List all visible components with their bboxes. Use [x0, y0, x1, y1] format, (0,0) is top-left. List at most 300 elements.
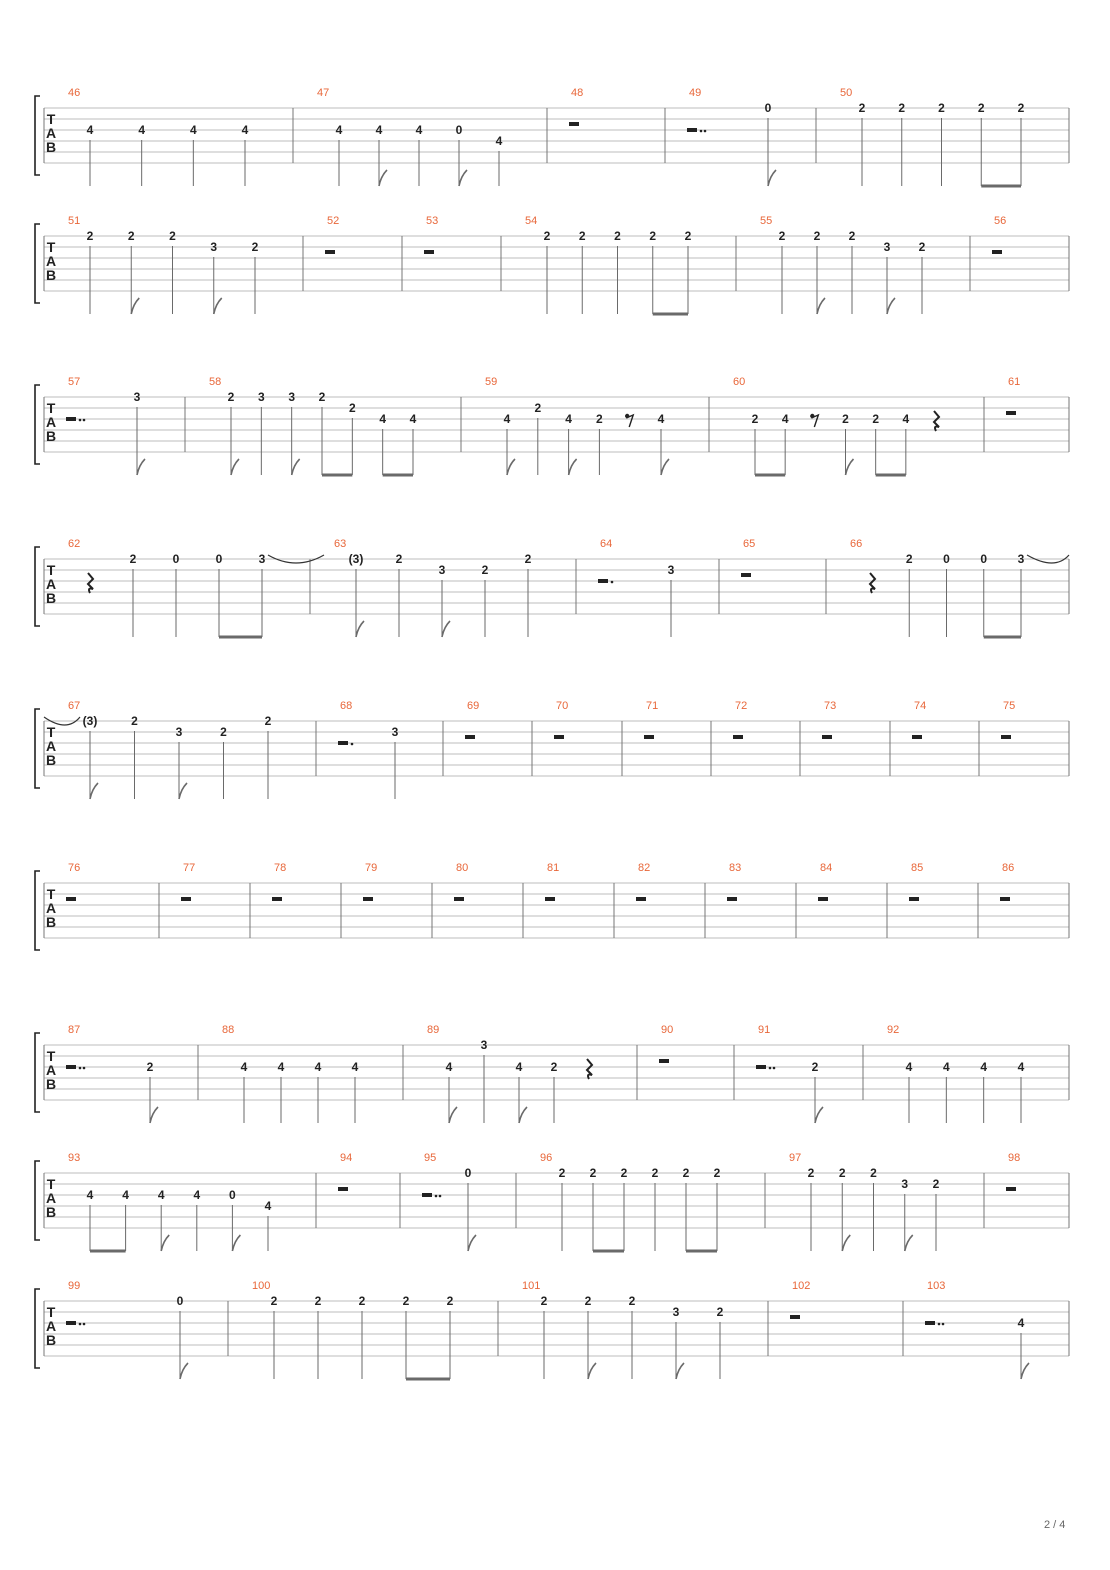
measure-number: 73 [824, 700, 837, 712]
fret-number: 2 [684, 229, 692, 243]
fret-number: 2 [918, 240, 926, 254]
eighth-flag [661, 459, 669, 475]
measure [66, 376, 145, 475]
fret-number: 2 [682, 1166, 690, 1180]
measure [756, 1024, 823, 1123]
fret-number: 2 [813, 229, 821, 243]
half-rest-icon [338, 1187, 348, 1191]
measure [424, 215, 438, 254]
rest-dot [79, 1067, 82, 1070]
measure [325, 215, 339, 254]
half-rest-icon [465, 735, 475, 739]
fret-number: 4 [980, 1060, 988, 1074]
measure-number: 67 [68, 700, 81, 712]
half-rest-icon [554, 735, 564, 739]
fret-number: 0 [980, 552, 988, 566]
half-rest-icon [790, 1315, 800, 1319]
fret-number: 2 [1017, 101, 1025, 115]
measure-number: 80 [456, 862, 469, 874]
measure [733, 376, 939, 475]
eighth-flag [507, 459, 515, 475]
measure-number: 88 [222, 1024, 235, 1036]
measure-number: 85 [911, 862, 924, 874]
measure-number: 75 [1003, 700, 1016, 712]
rest-dot [435, 1195, 438, 1198]
measure [909, 862, 923, 901]
fret-number: 2 [481, 563, 489, 577]
fret-number: 4 [86, 123, 94, 137]
measure [252, 1280, 454, 1379]
measure-number: 76 [68, 862, 81, 874]
measure-number: 68 [340, 700, 353, 712]
measure-number: 99 [68, 1280, 81, 1292]
eighth-flag [676, 1363, 684, 1379]
fret-number: 2 [129, 552, 137, 566]
tab-clef-letter: A [45, 253, 57, 269]
fret-number: 2 [807, 1166, 815, 1180]
tab-clef-letter: B [45, 1332, 57, 1348]
tab-system [35, 1024, 1069, 1123]
fret-number: 4 [565, 412, 572, 426]
measure [992, 215, 1006, 254]
rest-dot [83, 1323, 86, 1326]
measure-number: 102 [792, 1280, 811, 1292]
system-bracket [35, 1289, 40, 1368]
measure-number: 82 [638, 862, 651, 874]
eighth-flag [150, 1107, 158, 1123]
measure-number: 46 [68, 87, 81, 99]
measure-number: 47 [317, 87, 330, 99]
measure [636, 862, 650, 901]
measure-number: 50 [840, 87, 853, 99]
tab-system [35, 1152, 1069, 1251]
fret-number: 2 [146, 1060, 154, 1074]
measure-number: 94 [340, 1152, 353, 1164]
fret-number: 2 [870, 1166, 877, 1180]
system-bracket [35, 871, 40, 950]
fret-number: 4 [241, 123, 249, 137]
half-rest-icon [424, 250, 434, 254]
fret-number: 0 [172, 552, 180, 566]
measure-number: 89 [427, 1024, 440, 1036]
measure-number: 71 [646, 700, 659, 712]
rest-dot [351, 743, 354, 746]
tab-clef-letter: B [45, 428, 57, 444]
fret-number: 2 [358, 1294, 366, 1308]
tab-clef-letter: T [46, 1176, 56, 1192]
measure-number: 70 [556, 700, 569, 712]
measure [68, 215, 259, 314]
fret-number: 2 [550, 1060, 558, 1074]
system-bracket [35, 385, 40, 464]
system-bracket [35, 224, 40, 303]
rest-dot [439, 1195, 442, 1198]
eighth-flag [519, 1107, 527, 1123]
tab-system [35, 538, 1069, 637]
half-rest-icon [545, 897, 555, 901]
half-rest-icon [338, 741, 348, 745]
measure [334, 538, 532, 637]
fret-number: 2 [543, 229, 551, 243]
eighth-flag [588, 1363, 596, 1379]
fret-number: 4 [445, 1060, 453, 1074]
fret-number: 4 [86, 1188, 94, 1202]
fret-number: 4 [1017, 1060, 1025, 1074]
rest-dot [83, 1067, 86, 1070]
measure-number: 100 [252, 1280, 271, 1292]
half-rest-icon [756, 1065, 766, 1069]
measure-number: 97 [789, 1152, 802, 1164]
system-bracket [35, 1161, 40, 1240]
tab-system [35, 87, 1069, 186]
fret-number: 2 [314, 1294, 322, 1308]
half-rest-icon [363, 897, 373, 901]
measure-number: 56 [994, 215, 1007, 227]
fret-number: 3 [901, 1177, 909, 1191]
half-rest-icon [659, 1059, 669, 1063]
eighth-flag [231, 459, 239, 475]
measure [727, 862, 741, 901]
fret-number: 0 [229, 1188, 236, 1202]
quarter-rest-icon [934, 411, 939, 431]
fret-number: 4 [240, 1060, 248, 1074]
eighth-flag [179, 783, 187, 799]
half-rest-icon [636, 897, 646, 901]
half-rest-icon [181, 897, 191, 901]
tab-clef-letter: T [46, 1304, 56, 1320]
eighth-flag [815, 1107, 823, 1123]
eighth-flag [214, 298, 222, 314]
fret-number: 4 [379, 412, 387, 426]
fret-number: 3 [391, 725, 399, 739]
measure-number: 103 [927, 1280, 946, 1292]
half-rest-icon [325, 250, 335, 254]
fret-number: 3 [257, 390, 265, 404]
fret-number: 4 [375, 123, 383, 137]
tab-clef-letter: B [45, 267, 57, 283]
measure [209, 376, 417, 475]
fret-number: 4 [264, 1199, 272, 1213]
fret-number: 4 [157, 1188, 165, 1202]
fret-number: 2 [858, 101, 866, 115]
fret-number: 2 [838, 1166, 846, 1180]
fret-number: 3 [175, 725, 183, 739]
measure [454, 862, 468, 901]
measure-number: 62 [68, 538, 81, 550]
system-bracket [35, 1033, 40, 1112]
tab-clef-letter: A [45, 1062, 57, 1078]
rest-dot [773, 1067, 776, 1070]
rest-dot [79, 419, 82, 422]
eighth-flag [131, 298, 139, 314]
fret-number: 4 [351, 1060, 359, 1074]
fret-number: 4 [314, 1060, 322, 1074]
fret-number: 0 [464, 1166, 472, 1180]
half-rest-icon [1006, 1187, 1016, 1191]
measure [1000, 862, 1014, 901]
fret-number: 2 [270, 1294, 278, 1308]
fret-number: 2 [620, 1166, 628, 1180]
measure-number: 98 [1008, 1152, 1021, 1164]
tab-clef-letter: A [45, 900, 57, 916]
fret-number: 0 [455, 123, 463, 137]
measure [741, 538, 755, 577]
fret-number: 4 [409, 412, 417, 426]
eighth-flag [232, 1235, 240, 1251]
measure [222, 1024, 359, 1123]
eighth-flag [161, 1235, 169, 1251]
measure [422, 1152, 476, 1251]
fret-number: 2 [251, 240, 259, 254]
measure-number: 93 [68, 1152, 81, 1164]
tab-clef-letter: T [46, 400, 56, 416]
measure [66, 1024, 158, 1123]
fret-number: 2 [905, 552, 913, 566]
tab-clef-letter: T [46, 562, 56, 578]
rest-dot [704, 130, 707, 133]
fret-number: 0 [764, 101, 772, 115]
tab-system [35, 376, 1069, 475]
measure-number: 74 [914, 700, 927, 712]
tab-clef-letter: T [46, 239, 56, 255]
fret-number: (3) [82, 714, 98, 728]
fret-number: 4 [193, 1188, 201, 1202]
measure [912, 700, 926, 739]
fret-number: 4 [781, 412, 789, 426]
eighth-flag [905, 1235, 913, 1251]
measure [1006, 1152, 1020, 1191]
fret-number: 3 [672, 1305, 680, 1319]
measure-number: 90 [661, 1024, 674, 1036]
eighth-flag [1021, 1363, 1029, 1379]
eighth-rest-icon [626, 415, 633, 427]
measure-number: 96 [540, 1152, 553, 1164]
fret-number: 2 [898, 101, 906, 115]
fret-number: 4 [415, 123, 423, 137]
fret-number: 2 [778, 229, 786, 243]
measure [887, 1024, 1025, 1123]
measure [790, 1280, 810, 1319]
measure [733, 700, 747, 739]
measure [659, 1024, 673, 1063]
fret-number: 3 [1017, 552, 1025, 566]
fret-number: 4 [905, 1060, 913, 1074]
fret-number: 2 [628, 1294, 636, 1308]
measure [644, 700, 658, 739]
fret-number: 2 [524, 552, 532, 566]
fret-number: 2 [534, 401, 542, 415]
fret-number: 3 [210, 240, 218, 254]
fret-number: 2 [938, 101, 945, 115]
fret-number: 3 [258, 552, 266, 566]
fret-number: 2 [227, 390, 235, 404]
fret-number: 2 [578, 229, 586, 243]
half-rest-icon [909, 897, 919, 901]
eighth-flag [459, 170, 467, 186]
tab-clef-letter: T [46, 724, 56, 740]
quarter-rest-icon [587, 1059, 592, 1079]
half-rest-icon [1000, 897, 1010, 901]
fret-number: 4 [1017, 1316, 1025, 1330]
measure [427, 1024, 592, 1123]
fret-number: 2 [584, 1294, 592, 1308]
measure [465, 700, 479, 739]
fret-number: 2 [651, 1166, 659, 1180]
measure [181, 862, 195, 901]
rest-dot [79, 1323, 82, 1326]
measure-number: 64 [600, 538, 613, 550]
rest-dot [83, 419, 86, 422]
fret-number: (3) [348, 552, 364, 566]
fret-number: 2 [932, 1177, 940, 1191]
fret-number: 2 [811, 1060, 819, 1074]
measure-number: 55 [760, 215, 773, 227]
fret-number: 2 [446, 1294, 454, 1308]
eighth-flag [379, 170, 387, 186]
measure [850, 538, 1069, 637]
fret-number: 4 [495, 134, 503, 148]
tab-clef-letter: A [45, 1190, 57, 1206]
measure-number: 52 [327, 215, 340, 227]
tab-clef-letter: B [45, 752, 57, 768]
half-rest-icon [1006, 411, 1016, 415]
eighth-flag [292, 459, 300, 475]
tab-system [35, 1280, 1069, 1379]
fret-number: 2 [977, 101, 985, 115]
measure-number: 59 [485, 376, 498, 388]
rest-dot [938, 1323, 941, 1326]
fret-number: 2 [540, 1294, 548, 1308]
measure [68, 538, 324, 637]
fret-number: 2 [86, 229, 94, 243]
quarter-rest-icon [870, 573, 875, 593]
tab-system [35, 700, 1069, 799]
measure-number: 60 [733, 376, 746, 388]
measure-number: 84 [820, 862, 833, 874]
measure-number: 53 [426, 215, 439, 227]
tab-clef-letter: A [45, 738, 57, 754]
measure-number: 83 [729, 862, 742, 874]
fret-number: 2 [318, 390, 326, 404]
measure-number: 48 [571, 87, 584, 99]
fret-number: 2 [395, 552, 403, 566]
fret-number: 4 [138, 123, 146, 137]
fret-number: 2 [169, 229, 176, 243]
measure-number: 65 [743, 538, 756, 550]
fret-number: 3 [667, 563, 675, 577]
measure [485, 376, 669, 475]
eighth-flag [846, 459, 854, 475]
measure [68, 87, 249, 186]
measure-number: 86 [1002, 862, 1015, 874]
tab-clef-letter: T [46, 111, 56, 127]
half-rest-icon [733, 735, 743, 739]
page-indicator: 2 / 4 [1044, 1519, 1066, 1531]
tab-clef-letter: B [45, 914, 57, 930]
half-rest-icon [727, 897, 737, 901]
measure-number: 77 [183, 862, 196, 874]
system-bracket [35, 547, 40, 626]
half-rest-icon [822, 735, 832, 739]
measure-number: 101 [522, 1280, 541, 1292]
eighth-flag [569, 459, 577, 475]
fret-number: 2 [131, 714, 138, 728]
half-rest-icon [454, 897, 464, 901]
eighth-flag [137, 459, 145, 475]
measure [569, 87, 583, 126]
half-rest-icon [569, 122, 579, 126]
rest-dot [769, 1067, 772, 1070]
fret-number: 2 [713, 1166, 721, 1180]
tab-clef-letter: A [45, 1318, 57, 1334]
fret-number: 4 [657, 412, 665, 426]
measure-number: 63 [334, 538, 347, 550]
measure-number: 72 [735, 700, 748, 712]
measure [66, 1280, 188, 1379]
half-rest-icon [66, 417, 76, 421]
measure [687, 87, 776, 186]
eighth-flag [90, 783, 98, 799]
tab-clef-letter: A [45, 576, 57, 592]
measure-number: 66 [850, 538, 863, 550]
fret-number: 2 [848, 229, 856, 243]
half-rest-icon [598, 579, 608, 583]
measure [760, 215, 926, 314]
fret-number: 3 [883, 240, 891, 254]
fret-number: 0 [215, 552, 223, 566]
fret-number: 2 [127, 229, 135, 243]
measure [1001, 700, 1015, 739]
measure [598, 538, 675, 637]
measure-number: 61 [1008, 376, 1021, 388]
half-rest-icon [1001, 735, 1011, 739]
measure-number: 81 [547, 862, 560, 874]
eighth-flag [468, 1235, 476, 1251]
system-bracket [35, 709, 40, 788]
measure-number: 95 [424, 1152, 437, 1164]
measure [554, 700, 568, 739]
measure [363, 862, 377, 901]
tab-clef-letter: B [45, 1076, 57, 1092]
fret-number: 4 [277, 1060, 285, 1074]
rest-dot [700, 130, 703, 133]
fret-number: 4 [515, 1060, 523, 1074]
measure [522, 1280, 724, 1379]
fret-number: 0 [943, 552, 950, 566]
half-rest-icon [66, 897, 76, 901]
fret-number: 2 [716, 1305, 724, 1319]
measure [925, 1280, 1029, 1379]
quarter-rest-icon [88, 573, 93, 593]
measure [317, 87, 503, 186]
measure-number: 54 [525, 215, 538, 227]
measure-number: 92 [887, 1024, 900, 1036]
fret-number: 2 [264, 714, 272, 728]
fret-number: 2 [589, 1166, 597, 1180]
tab-clef-letter: A [45, 414, 57, 430]
tab-clef-letter: T [46, 886, 56, 902]
half-rest-icon [741, 573, 751, 577]
measure [272, 862, 286, 901]
measure-number: 58 [209, 376, 222, 388]
measure [540, 1152, 721, 1251]
half-rest-icon [422, 1193, 432, 1197]
measure [66, 862, 80, 901]
fret-number: 4 [335, 123, 343, 137]
fret-number: 4 [942, 1060, 950, 1074]
half-rest-icon [66, 1065, 76, 1069]
fret-number: 2 [596, 412, 603, 426]
